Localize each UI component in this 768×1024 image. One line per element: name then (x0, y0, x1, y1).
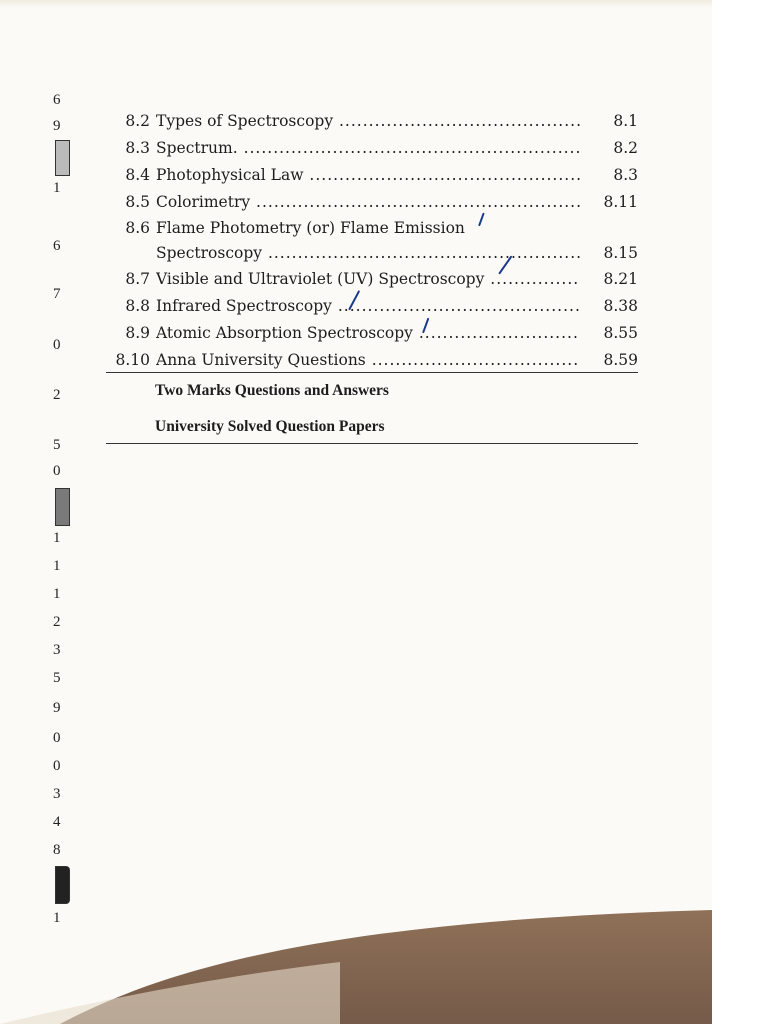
margin-number: 1 (53, 586, 61, 602)
toc-entry (106, 320, 638, 347)
toc-number: 8.3 (125, 139, 150, 157)
margin-number: 9 (53, 700, 61, 716)
toc-title: Visible and Ultraviolet (UV) Spectroscopy ..... (156, 266, 580, 293)
extra-section-heading: Two Marks Questions and Answers (155, 382, 389, 399)
margin-number: 4 (53, 814, 61, 830)
toc-title: Spectrum. ..... (156, 135, 580, 162)
toc-entry (106, 216, 638, 266)
margin-number: 5 (53, 437, 61, 453)
margin-number: 3 (53, 786, 61, 802)
margin-number: 8 (53, 842, 61, 858)
margin-number: 0 (53, 730, 61, 746)
toc-number: 8.7 (125, 270, 150, 288)
toc-number: 8.10 (115, 351, 150, 369)
margin-number: 1 (53, 910, 61, 926)
toc-entry (106, 135, 638, 162)
toc-title-continued: Spectroscopy ..... (156, 241, 580, 266)
toc-page: 8.59 (603, 351, 638, 369)
margin-number: 9 (53, 118, 61, 134)
table-of-contents (106, 108, 638, 374)
margin-number: 1 (53, 180, 61, 196)
toc-page: 8.38 (603, 297, 638, 315)
toc-title: Colorimetry ..... (156, 189, 580, 216)
margin-number: 2 (53, 387, 61, 403)
toc-page: 8.2 (613, 139, 638, 157)
margin-mark (55, 140, 70, 176)
toc-title: Types of Spectroscopy ..... (156, 108, 580, 135)
margin-number: 1 (53, 558, 61, 574)
toc-entry (106, 347, 638, 374)
toc-number: 8.4 (125, 166, 150, 184)
toc-page: 8.1 (613, 112, 638, 130)
divider-rule (106, 372, 638, 373)
toc-title: Atomic Absorption Spectroscopy ..... (156, 320, 580, 347)
toc-entry (106, 162, 638, 189)
margin-mark (55, 488, 70, 526)
toc-number: 8.2 (125, 112, 150, 130)
toc-title: Photophysical Law ..... (156, 162, 580, 189)
bottom-shadow (0, 880, 712, 1024)
extra-section-heading: University Solved Question Papers (155, 418, 385, 435)
toc-page: 8.11 (603, 193, 638, 211)
toc-number: 8.6 (125, 219, 150, 237)
margin-number: 0 (53, 758, 61, 774)
toc-title: Infrared Spectroscopy ..... (156, 293, 580, 320)
margin-number: 1 (53, 530, 61, 546)
margin-number: 5 (53, 670, 61, 686)
margin-number: 7 (53, 286, 61, 302)
toc-number: 8.5 (125, 193, 150, 211)
margin-number: 0 (53, 337, 61, 353)
toc-number: 8.9 (125, 324, 150, 342)
page-top-edge (0, 0, 768, 8)
toc-number: 8.8 (125, 297, 150, 315)
toc-entry (106, 266, 638, 293)
margin-number: 2 (53, 614, 61, 630)
toc-entry (106, 293, 638, 320)
divider-rule (106, 443, 638, 444)
toc-entry (106, 108, 638, 135)
toc-entry (106, 189, 638, 216)
margin-number: 3 (53, 642, 61, 658)
toc-page: 8.21 (603, 270, 638, 288)
toc-title: Flame Photometry (or) Flame Emission (156, 219, 465, 237)
toc-page: 8.15 (603, 244, 638, 262)
left-margin-remnants (0, 0, 80, 1024)
margin-number: 0 (53, 463, 61, 479)
margin-number: 6 (53, 92, 61, 108)
toc-title: Anna University Questions ..... (156, 347, 580, 374)
toc-page: 8.3 (613, 166, 638, 184)
toc-page: 8.55 (603, 324, 638, 342)
scan-right-border (712, 0, 768, 1024)
margin-number: 6 (53, 238, 61, 254)
